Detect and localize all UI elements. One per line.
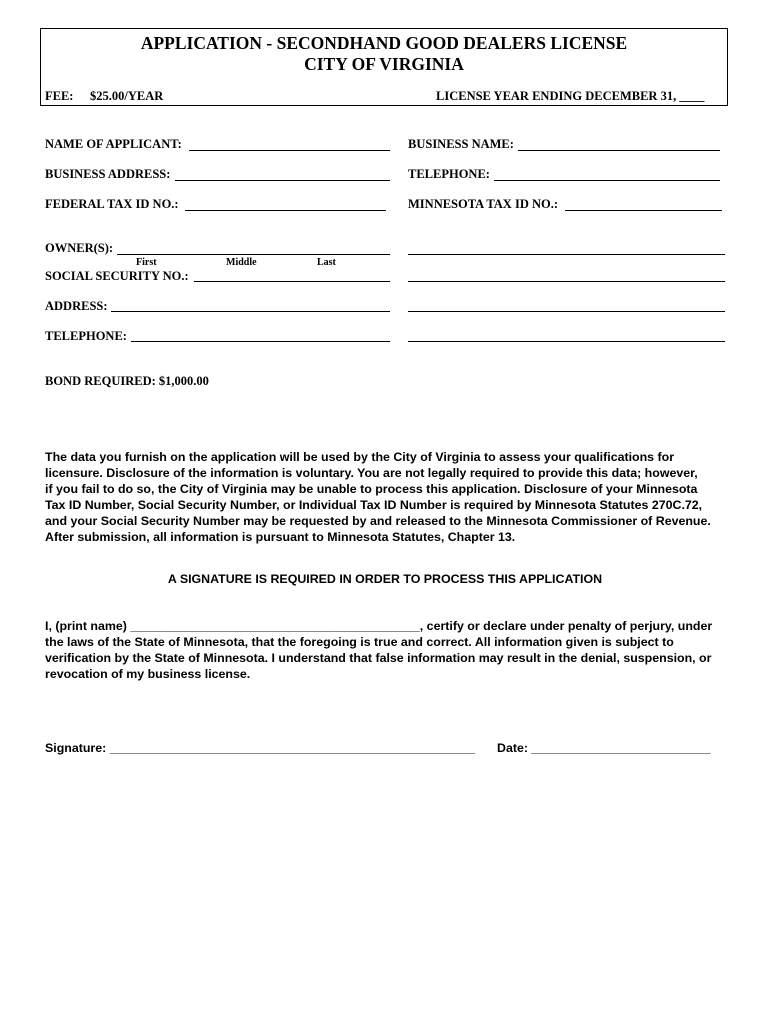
federal-tax-id-field[interactable]: [185, 210, 386, 211]
license-year-ending: LICENSE YEAR ENDING DECEMBER 31, ____: [436, 89, 705, 103]
disclosure-line: if you fail to do so, the City of Virginia may be unable to process this application. Disclosure of your Minnesota: [45, 482, 698, 496]
owners-label: OWNER(S):: [45, 241, 114, 255]
disclosure-line: The data you furnish on the application will be used by the City of Virginia to assess your qualifications for: [45, 450, 675, 464]
fee-label: FEE:: [45, 89, 74, 103]
name-first-caption: First: [136, 257, 157, 268]
ssn-field[interactable]: [194, 281, 390, 282]
disclosure-line: After submission, all information is pursuant to Minnesota Statutes, Chapter 13.: [45, 530, 516, 544]
business-telephone-field[interactable]: [494, 180, 720, 181]
business-name-label: BUSINESS NAME:: [408, 137, 514, 151]
certification-line-print-name[interactable]: I, (print name) __________________________________________, certify or declare under penalty of perjury, under: [45, 619, 713, 633]
certification-line: the laws of the State of Minnesota, that the foregoing is true and correct. All information given is subject to: [45, 635, 674, 649]
disclosure-line: and your Social Security Number may be requested by and released to the Minnesota Commissioner of Revenue.: [45, 514, 711, 528]
certification-paragraph: [45, 618, 735, 682]
business-name-field[interactable]: [518, 150, 720, 151]
name-last-caption: Last: [317, 257, 336, 268]
business-address-field[interactable]: [175, 180, 390, 181]
disclosure-line: licensure. Disclosure of the information is voluntary. You are not legally required to provide this data; however,: [45, 466, 698, 480]
minnesota-tax-id-field[interactable]: [565, 210, 722, 211]
form-title: APPLICATION - SECONDHAND GOOD DEALERS LICENSE: [140, 33, 628, 53]
ssn-field-2[interactable]: [408, 281, 725, 282]
business-telephone-label: TELEPHONE:: [408, 167, 490, 181]
address-field[interactable]: [111, 311, 390, 312]
form-subtitle-city: CITY OF VIRGINIA: [304, 54, 464, 74]
disclosure-paragraph: [45, 449, 735, 545]
certification-line: revocation of my business license.: [45, 667, 251, 681]
name-of-applicant-label: NAME OF APPLICANT:: [45, 137, 182, 151]
address-field-2[interactable]: [408, 311, 725, 312]
name-of-applicant-field[interactable]: [189, 150, 390, 151]
certification-line: verification by the State of Minnesota. I understand that false information may result in the denial, suspension, or: [45, 651, 712, 665]
signature-field[interactable]: Signature: _____________________________________________________: [45, 741, 475, 755]
minnesota-tax-id-label: MINNESOTA TAX ID NO.:: [408, 197, 559, 211]
owner-name-field-2[interactable]: [408, 254, 725, 255]
address-label: ADDRESS:: [45, 299, 108, 313]
owner-telephone-label: TELEPHONE:: [45, 329, 127, 343]
disclosure-line: Tax ID Number, Social Security Number, or Individual Tax ID Number is required by Minnesota Statutes 270C.72,: [45, 498, 703, 512]
business-address-label: BUSINESS ADDRESS:: [45, 167, 171, 181]
signature-required-notice: A SIGNATURE IS REQUIRED IN ORDER TO PROCESS THIS APPLICATION: [167, 572, 603, 586]
fee-value: $25.00/YEAR: [90, 89, 164, 103]
federal-tax-id-label: FEDERAL TAX ID NO.:: [45, 197, 179, 211]
owner-telephone-field[interactable]: [131, 341, 390, 342]
name-middle-caption: Middle: [226, 257, 257, 268]
ssn-label: SOCIAL SECURITY NO.:: [45, 269, 189, 283]
owner-telephone-field-2[interactable]: [408, 341, 725, 342]
date-field[interactable]: Date: __________________________: [497, 741, 711, 755]
bond-required: BOND REQUIRED: $1,000.00: [45, 374, 209, 388]
owner-name-field[interactable]: [117, 254, 390, 255]
